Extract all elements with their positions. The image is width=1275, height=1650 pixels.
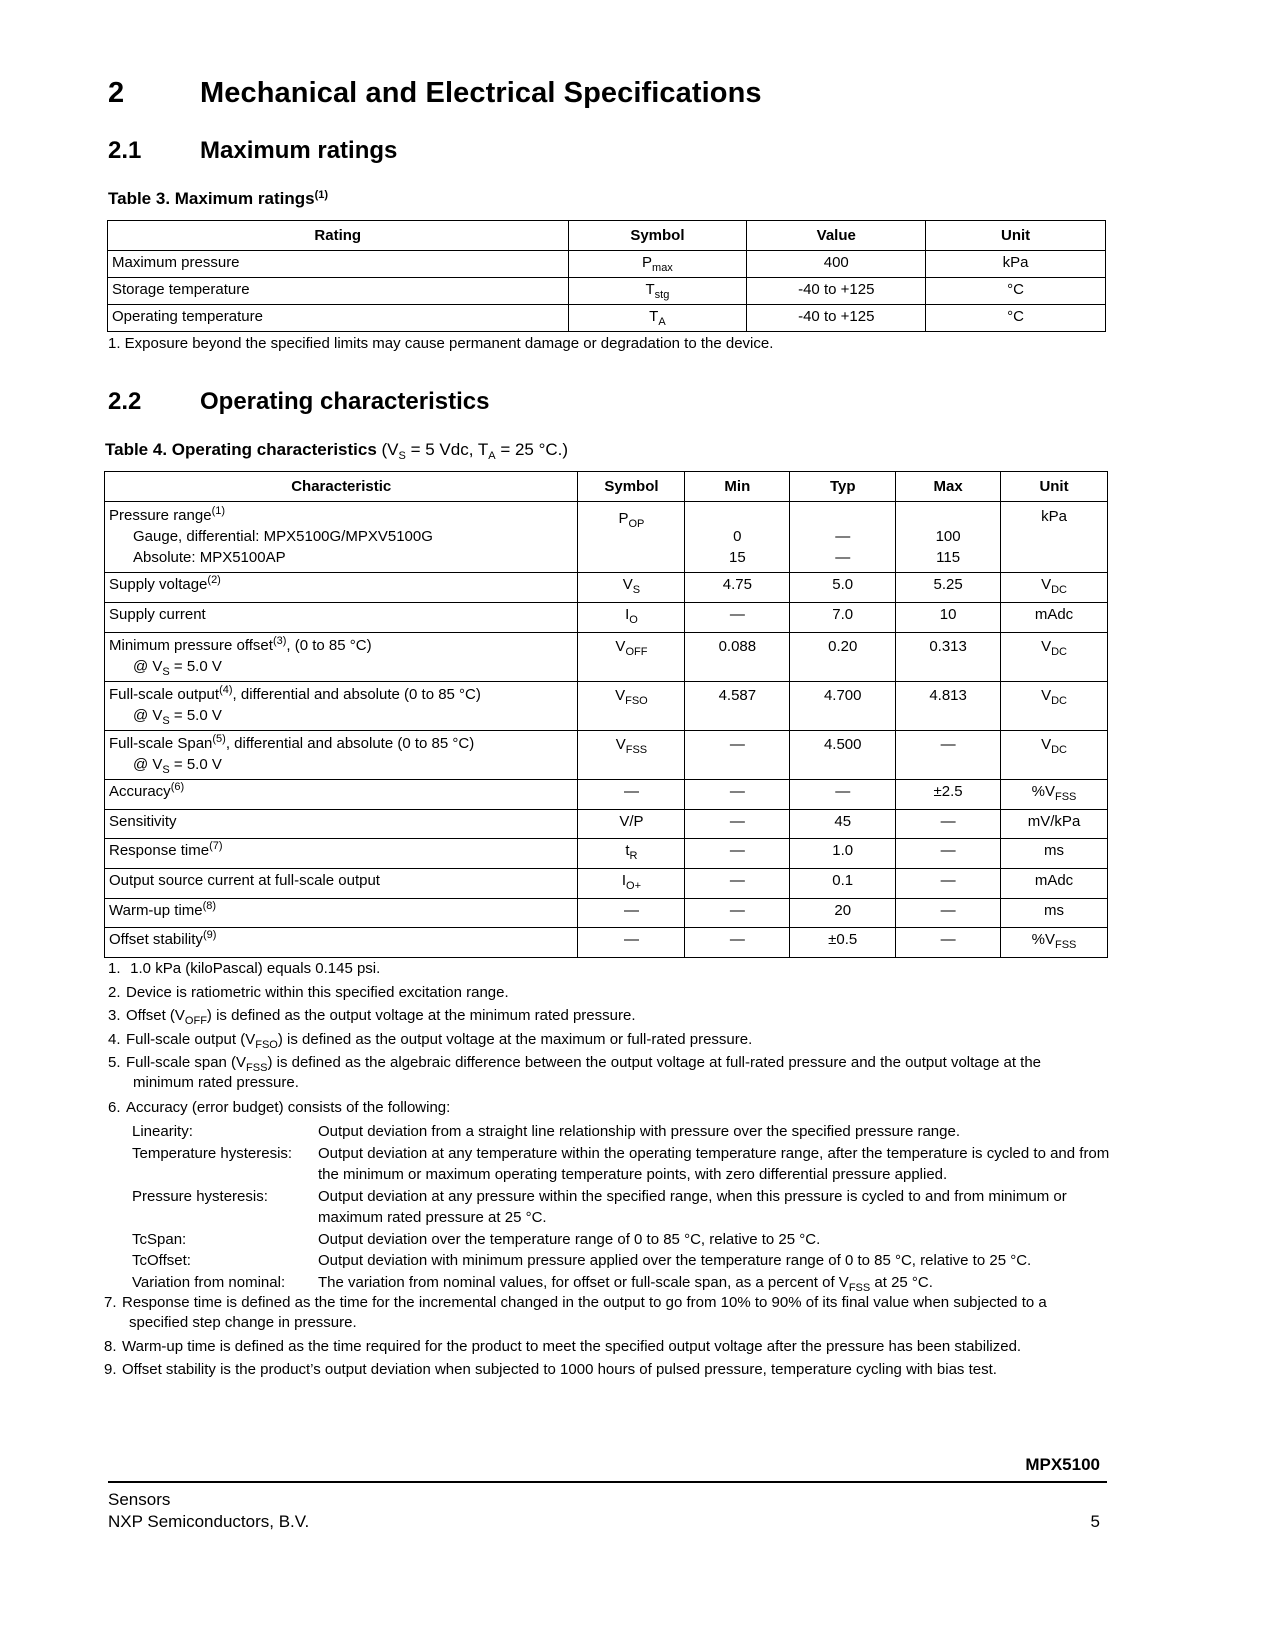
table-row <box>105 633 1108 682</box>
table3-caption-text: Table 3. Maximum ratings <box>108 189 315 208</box>
typ-cell: ±0.5 <box>790 928 896 958</box>
footnote-9: 9. Offset stability is the product’s output deviation when subjected to 1000 hours of pulsed pressure, temperature cycling with bias test. <box>104 1361 997 1378</box>
col-header-typ: Typ <box>790 472 896 502</box>
symbol-cell: $I_{O+}$ <box>578 869 685 899</box>
footer-divider <box>108 1481 1107 1483</box>
max-cell: — <box>896 899 1001 928</box>
typ-cell: 5.0 <box>790 573 896 603</box>
subsection-title: Operating characteristics <box>200 388 490 415</box>
symbol-cell: $V_{OFF}$ <box>578 633 685 682</box>
max-cell: — <box>896 731 1001 780</box>
unit-cell: $\%V_{FSS}$ <box>1001 780 1108 810</box>
subsection-number: 2.1 <box>108 137 142 164</box>
unit-cell: kPa <box>1001 502 1108 573</box>
col-header-value: Value <box>747 221 926 251</box>
budget-row-variation-from-nominal: Variation from nominal: The variation from nominal values, for offset or full-scale span, as a percent of $V_{FSS}$ at 25 °C. <box>132 1273 933 1294</box>
unit-cell: °C <box>926 305 1106 332</box>
typ-cell: 0.20 <box>790 633 896 682</box>
unit-cell: $V_{DC}$ <box>1001 731 1108 780</box>
characteristic-cell: Supply current <box>105 603 578 633</box>
table-row <box>105 502 1108 573</box>
table-row <box>108 251 1106 278</box>
symbol-cell: $V_{FSS}$ <box>578 731 685 780</box>
unit-cell: mV/kPa <box>1001 810 1108 839</box>
footer-category: Sensors <box>108 1490 171 1509</box>
table-row <box>105 899 1108 928</box>
symbol-cell: — <box>578 928 685 958</box>
max-cell: ±2.5 <box>896 780 1001 810</box>
unit-cell: ms <box>1001 899 1108 928</box>
symbol-cell: — <box>578 899 685 928</box>
typ-cell: 7.0 <box>790 603 896 633</box>
min-cell: — <box>685 810 790 839</box>
footnote-7: 7. Response time is defined as the time for the incremental changed in the output to go from 10% to 90% of its final value when subjected to a specified step change in pressure. <box>104 1294 1047 1331</box>
characteristic-cell: Output source current at full-scale output <box>105 869 578 899</box>
footnote-3: 3. Offset $(V_{OFF})$ is defined as the output voltage at the minimum rated pressure. <box>108 1007 636 1027</box>
symbol-cell: $P_{max}$ <box>568 251 747 278</box>
max-cell: — <box>896 869 1001 899</box>
typ-cell: — <box>790 780 896 810</box>
typ-cell: 0.1 <box>790 869 896 899</box>
table-row <box>105 869 1108 899</box>
typ-cell: 4.500 <box>790 731 896 780</box>
subsection-heading-operating <box>108 388 708 418</box>
characteristic-cell: Warm-up time$^{(8)}$ <box>105 899 578 928</box>
max-cell: — <box>896 839 1001 869</box>
unit-cell: ms <box>1001 839 1108 869</box>
characteristic-cell: Minimum pressure offset$^{(3)}$, (0 to 85 °C) @ $V_S = 5.0$ V <box>105 633 578 682</box>
col-header-unit: Unit <box>1001 472 1108 502</box>
col-header-min: Min <box>685 472 790 502</box>
characteristic-cell: Full-scale output$^{(4)}$, differential and absolute (0 to 85 °C) @ $V_S = 5.0$ V <box>105 682 578 731</box>
max-cell: 4.813 <box>896 682 1001 731</box>
unit-cell: mAdc <box>1001 869 1108 899</box>
footer-company: NXP Semiconductors, B.V. <box>108 1512 310 1531</box>
max-cell: 5.25 <box>896 573 1001 603</box>
symbol-cell: $I_O$ <box>578 603 685 633</box>
typ-cell: 20 <box>790 899 896 928</box>
characteristic-cell: Sensitivity <box>105 810 578 839</box>
footnote-4: 4. Full-scale output $(V_{FSO})$ is defined as the output voltage at the maximum or full-rated pressure. <box>108 1031 753 1051</box>
col-header-max: Max <box>896 472 1001 502</box>
section-heading <box>108 77 908 113</box>
table3-footnote: 1. Exposure beyond the specified limits may cause permanent damage or degradation to the device. <box>108 335 774 352</box>
symbol-cell: $T_{stg}$ <box>568 278 747 305</box>
budget-row-tcspan: TcSpan: Output deviation over the temperature range of 0 to 85 °C, relative to 25 °C. <box>132 1230 821 1248</box>
col-header-unit: Unit <box>926 221 1106 251</box>
operating-characteristics-table <box>104 471 1108 958</box>
unit-cell: $\%V_{FSS}$ <box>1001 928 1108 958</box>
max-cell: — <box>896 810 1001 839</box>
table-row <box>105 731 1108 780</box>
unit-cell: kPa <box>926 251 1106 278</box>
footer-product-name: MPX5100 <box>1025 1455 1100 1474</box>
col-header-symbol: Symbol <box>568 221 747 251</box>
max-cell: 10 <box>896 603 1001 633</box>
col-header-rating: Rating <box>108 221 569 251</box>
footnote-ref: (1) <box>314 189 329 201</box>
min-cell: 0.088 <box>685 633 790 682</box>
min-cell: — <box>685 780 790 810</box>
table-row <box>105 810 1108 839</box>
footnote-2: 2. Device is ratiometric within this specified excitation range. <box>108 984 509 1001</box>
footnote-1: 1. 1.0 kPa (kiloPascal) equals 0.145 psi. <box>108 960 381 977</box>
subsection-heading-max-ratings <box>108 137 708 167</box>
min-cell: — <box>685 869 790 899</box>
typ-cell: 45 <box>790 810 896 839</box>
max-ratings-table <box>107 220 1106 332</box>
min-cell: 4.587 <box>685 682 790 731</box>
characteristic-cell: Offset stability$^{(9)}$ <box>105 928 578 958</box>
col-header-symbol: Symbol <box>578 472 685 502</box>
unit-cell: mAdc <box>1001 603 1108 633</box>
min-cell: — <box>685 839 790 869</box>
characteristic-cell: Supply voltage$^{(2)}$ <box>105 573 578 603</box>
page-number: 5 <box>1090 1512 1100 1531</box>
subsection-title: Maximum ratings <box>200 137 398 164</box>
accuracy-error-budget <box>132 1121 1112 1293</box>
value-cell: -40 to +125 <box>747 278 926 305</box>
min-cell: 4.75 <box>685 573 790 603</box>
symbol-cell: V/P <box>578 810 685 839</box>
table3-caption <box>108 189 328 209</box>
section-title: Mechanical and Electrical Specifications <box>200 77 762 109</box>
table-row <box>108 278 1106 305</box>
subsection-number: 2.2 <box>108 388 142 415</box>
symbol-cell: $T_A$ <box>568 305 747 332</box>
section-number: 2 <box>108 77 125 109</box>
min-cell: — <box>685 899 790 928</box>
unit-cell: $V_{DC}$ <box>1001 633 1108 682</box>
max-cell: 0.313 <box>896 633 1001 682</box>
col-header-characteristic: Characteristic <box>105 472 578 502</box>
typ-cell: 4.700 <box>790 682 896 731</box>
footnote-6: 6. Accuracy (error budget) consists of the following: <box>108 1099 451 1116</box>
table-row <box>105 780 1108 810</box>
table-row <box>105 928 1108 958</box>
max-cell: — <box>896 928 1001 958</box>
footnote-8: 8. Warm-up time is defined as the time required for the product to meet the specified output voltage after the pressure has been stabilized. <box>104 1338 1022 1355</box>
value-cell: -40 to +125 <box>747 305 926 332</box>
characteristic-cell: Pressure range$^{(1)}$ Gauge, differential: MPX5100G/MPXV5100G Absolute: MPX5100AP <box>105 502 578 573</box>
unit-cell: $V_{DC}$ <box>1001 682 1108 731</box>
rating-cell: Maximum pressure <box>108 251 569 278</box>
footnote-5: 5. Full-scale span $(V_{FSS})$ is defined as the algebraic difference between the output voltage at full-rated pressure and the output voltage at the minimum rated pressure. <box>108 1054 1042 1091</box>
table4-caption: Table 4. Operating characteristics ($V_S = 5$ Vdc, $T_A = 25$ °C.) <box>105 440 569 462</box>
table-row <box>105 682 1108 731</box>
min-cell: — <box>685 731 790 780</box>
table-row <box>108 305 1106 332</box>
table-row <box>105 839 1108 869</box>
budget-row-temperature-hysteresis: Temperature hysteresis: Output deviation at any temperature within the operating temperature range, after the temperature is cycled to and from the minimum or maximum operating temperature points, with zero differential pressure applied. <box>132 1144 1110 1183</box>
unit-cell: $V_{DC}$ <box>1001 573 1108 603</box>
budget-row-linearity: Linearity: Output deviation from a straight line relationship with pressure over the specified pressure range. <box>132 1123 961 1140</box>
symbol-cell: — <box>578 780 685 810</box>
budget-row-pressure-hysteresis: Pressure hysteresis: Output deviation at any pressure within the specified range, when this pressure is cycled to and from minimum or maximum rated pressure at 25 °C. <box>132 1187 1067 1226</box>
min-cell: — <box>685 603 790 633</box>
characteristic-cell: Response time$^{(7)}$ <box>105 839 578 869</box>
symbol-cell: $t_R$ <box>578 839 685 869</box>
symbol-cell: $V_S$ <box>578 573 685 603</box>
typ-cell: 1.0 <box>790 839 896 869</box>
unit-cell: °C <box>926 278 1106 305</box>
min-cell: 0 15 <box>685 502 790 573</box>
characteristic-cell: Full-scale Span$^{(5)}$, differential and absolute (0 to 85 °C) @ $V_S = 5.0$ V <box>105 731 578 780</box>
symbol-cell: $V_{FSO}$ <box>578 682 685 731</box>
table-row <box>105 573 1108 603</box>
budget-row-tcoffset: TcOffset: Output deviation with minimum pressure applied over the temperature range of 0 to 85 °C, relative to 25 °C. <box>132 1252 1032 1269</box>
value-cell: 400 <box>747 251 926 278</box>
characteristic-cell: Accuracy$^{(6)}$ <box>105 780 578 810</box>
max-cell: 100 115 <box>896 502 1001 573</box>
typ-cell: — — <box>790 502 896 573</box>
rating-cell: Storage temperature <box>108 278 569 305</box>
symbol-cell: $P_{OP}$ <box>578 502 685 573</box>
min-cell: — <box>685 928 790 958</box>
table4-caption-text: Table 4. Operating characteristics <box>105 440 377 459</box>
table-row <box>105 603 1108 633</box>
rating-cell: Operating temperature <box>108 305 569 332</box>
